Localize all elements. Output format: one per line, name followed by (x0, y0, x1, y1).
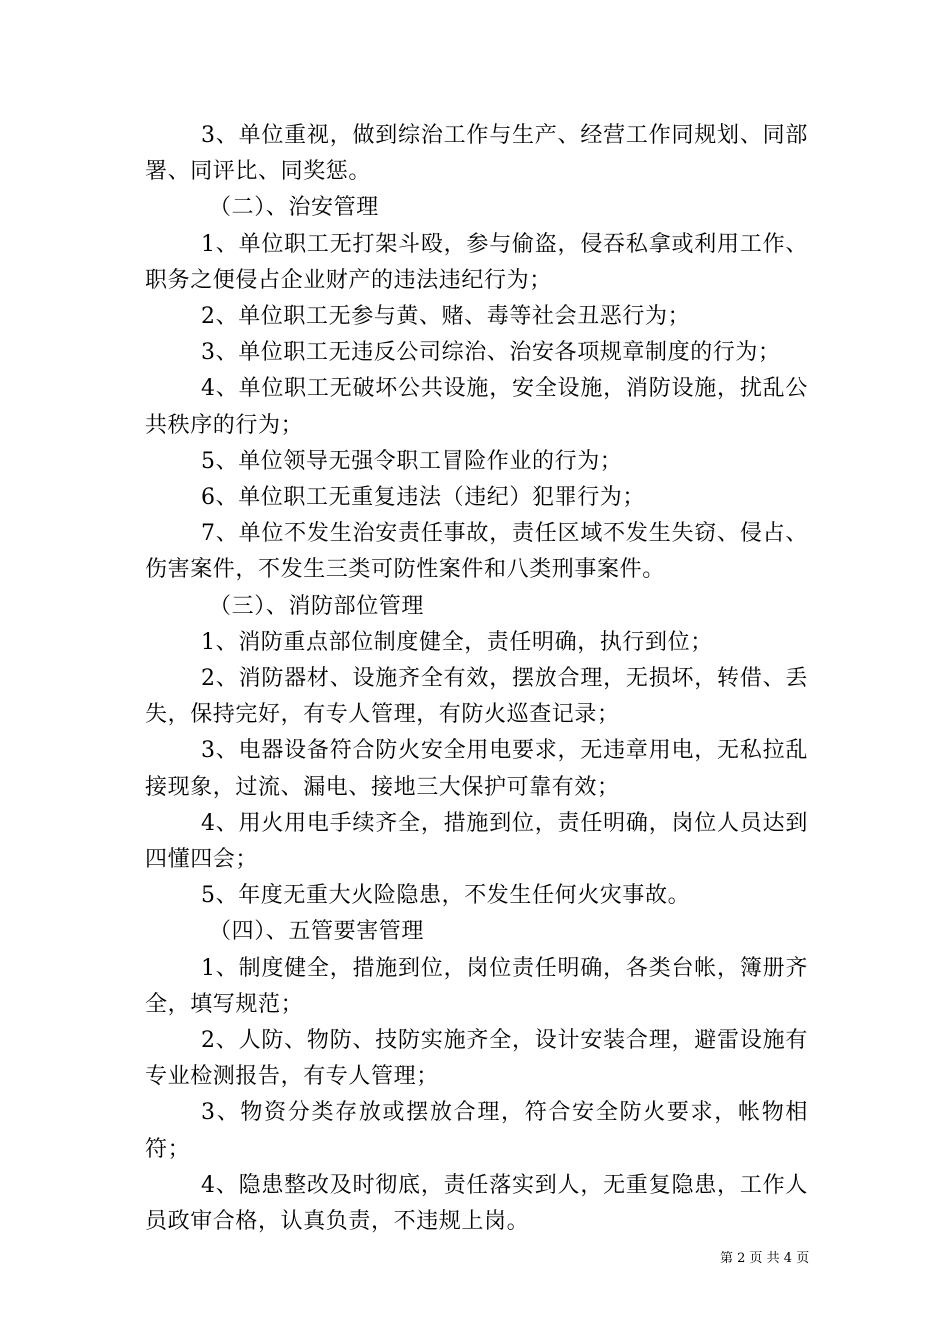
document-body (145, 118, 808, 1240)
paragraph-item: 1、消防重点部位制度健全，责任明确，执行到位； (201, 629, 713, 655)
paragraph-item: 2、消防器材、设施齐全有效，摆放合理，无损坏，转借、丢失，保持完好，有专人管理，有防火巡查记录； (145, 666, 808, 728)
paragraph-item: 7、单位不发生治安责任事故，责任区域不发生失窃、侵占、伤害案件，不发生三类可防性案件和八类刑事案件。 (145, 521, 808, 583)
section-heading-public-order: （二）、治安管理 (209, 195, 379, 221)
paragraph-item: 3、单位职工无违反公司综治、治安各项规章制度的行为； (201, 340, 781, 366)
paragraph-item: 1、制度健全，措施到位，岗位责任明确，各类台帐，簿册齐全，填写规范； (145, 955, 808, 1017)
section-heading-key-areas: （四）、五管要害管理 (209, 919, 425, 945)
paragraph-item: 5、年度无重大火险隐患，不发生任何火灾事故。 (201, 883, 691, 909)
paragraph-item: 3、电器设备符合防火安全用电要求，无违章用电，无私拉乱接现象，过流、漏电、接地三大保护可靠有效； (145, 738, 808, 800)
page-number: 第 2 页 共 4 页 (720, 1251, 810, 1266)
paragraph-item: 4、隐患整改及时彻底，责任落实到人，无重复隐患，工作人员政审合格，认真负责，不违规上岗。 (145, 1172, 808, 1235)
paragraph-item: 4、用火用电手续齐全，措施到位，责任明确，岗位人员达到四懂四会； (145, 810, 808, 873)
paragraph-item: 1、单位职工无打架斗殴，参与偷盗，侵吞私拿或利用工作、职务之便侵占企业财产的违法违纪行为； (145, 231, 808, 293)
paragraph-item: 6、单位职工无重复违法（违纪）犯罪行为； (201, 485, 645, 511)
section-heading-fire-control: （三）、消防部位管理 (209, 593, 425, 619)
paragraph-item: 3、单位重视，做到综治工作与生产、经营工作同规划、同部署、同评比、同奖惩。 (145, 123, 808, 185)
paragraph-item: 4、单位职工无破坏公共设施，安全设施，消防设施，扰乱公共秩序的行为； (145, 376, 808, 438)
paragraph-item: 3、物资分类存放或摆放合理，符合安全防火要求，帐物相符； (145, 1100, 808, 1162)
paragraph-item: 2、单位职工无参与黄、赌、毒等社会丑恶行为； (201, 304, 691, 330)
paragraph-item: 5、单位领导无强令职工冒险作业的行为； (201, 448, 623, 474)
paragraph-item: 2、人防、物防、技防实施齐全，设计安装合理，避雷设施有专业检测报告，有专人管理； (145, 1028, 808, 1090)
